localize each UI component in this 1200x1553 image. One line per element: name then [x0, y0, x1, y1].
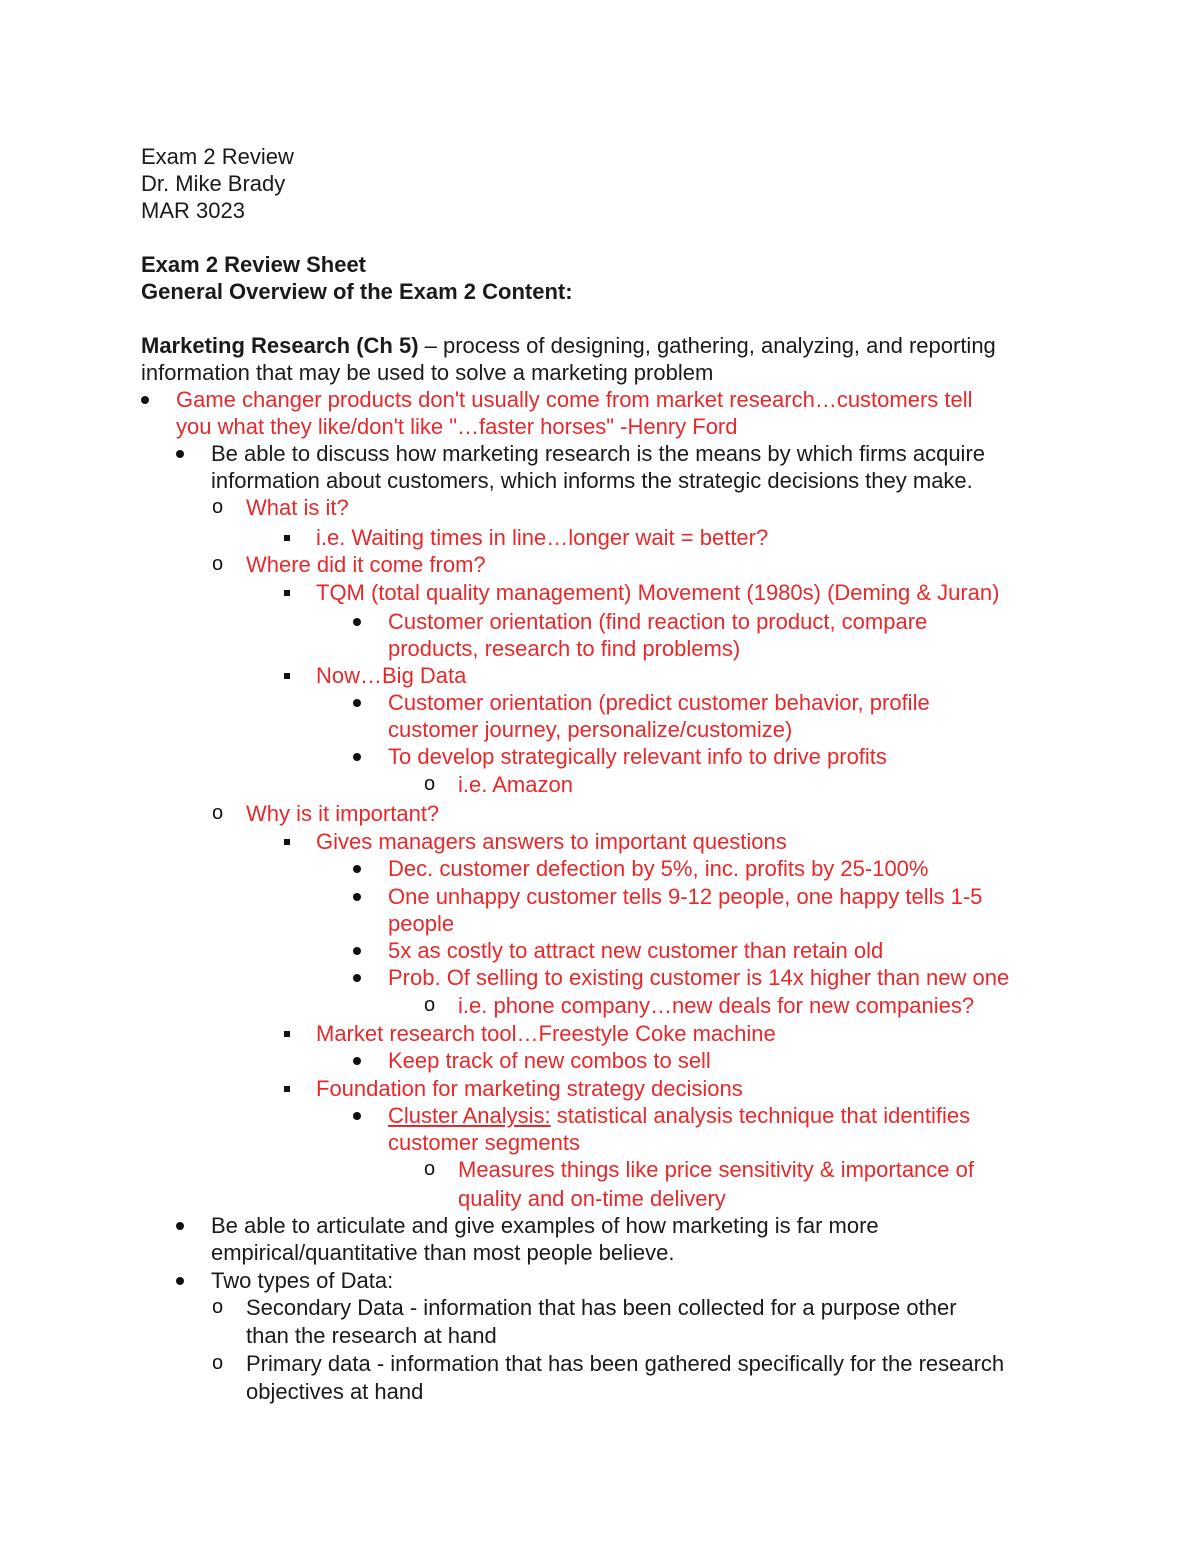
circle-bullet-icon: o: [212, 1352, 224, 1374]
circle-bullet-icon: o: [212, 496, 224, 518]
circle-bullet-icon: o: [424, 773, 436, 795]
list-item-continuation: products, research to find problems): [388, 636, 741, 661]
list-item: Primary data - information that has been gathered specifically for the research: [246, 1351, 1005, 1376]
circle-bullet-icon: o: [424, 1158, 436, 1180]
list-item-continuation: customer journey, personalize/customize): [388, 717, 793, 742]
list-item: Customer orientation (find reaction to product, compare: [388, 609, 928, 634]
list-item: Market research tool…Freestyle Coke machine: [316, 1021, 776, 1046]
list-item: [388, 1102, 970, 1129]
circle-bullet-icon: o: [212, 802, 224, 824]
list-item: Keep track of new combos to sell: [388, 1048, 711, 1073]
list-item: Gives managers answers to important questions: [316, 829, 787, 854]
list-item: Measures things like price sensitivity & importance of: [458, 1157, 974, 1182]
list-item-continuation: empirical/quantitative than most people believe.: [211, 1240, 675, 1265]
list-item: Game changer products don't usually come from market research…customers tell: [176, 387, 973, 412]
section-term: Marketing Research (Ch 5): [141, 333, 419, 358]
list-item: i.e. phone company…new deals for new companies?: [458, 993, 975, 1018]
list-item: Be able to articulate and give examples of how marketing is far more: [211, 1213, 879, 1238]
cluster-analysis-definition: statistical analysis technique that identifies: [550, 1103, 971, 1128]
list-item: Dec. customer defection by 5%, inc. profits by 25-100%: [388, 856, 929, 881]
list-item: One unhappy customer tells 9-12 people, one happy tells 1-5: [388, 884, 983, 909]
overview-heading: General Overview of the Exam 2 Content:: [141, 279, 573, 304]
list-item: Secondary Data - information that has been collected for a purpose other: [246, 1295, 957, 1320]
definition-continuation: information that may be used to solve a marketing problem: [141, 360, 714, 385]
bullet-icon: [353, 937, 363, 964]
list-item: 5x as costly to attract new customer than retain old: [388, 938, 884, 963]
definition-text: – process of designing, gathering, analyzing, and reporting: [418, 333, 996, 358]
circle-bullet-icon: o: [212, 1296, 224, 1318]
list-item-continuation: information about customers, which informs the strategic decisions they make.: [211, 468, 973, 493]
list-item: Customer orientation (predict customer behavior, profile: [388, 690, 930, 715]
list-item: Foundation for marketing strategy decisions: [316, 1076, 743, 1101]
bullet-icon: [353, 608, 363, 635]
course-code: MAR 3023: [141, 198, 245, 223]
square-bullet-icon: [284, 1020, 294, 1047]
list-item: Two types of Data:: [211, 1268, 394, 1293]
cluster-analysis-term: Cluster Analysis:: [388, 1103, 551, 1128]
list-item-continuation: than the research at hand: [246, 1323, 497, 1348]
marketing-research-definition: [141, 332, 996, 359]
bullet-icon: [176, 440, 186, 467]
sheet-title: Exam 2 Review Sheet: [141, 252, 367, 277]
list-item: Prob. Of selling to existing customer is 14x higher than new one: [388, 965, 1010, 990]
bullet-icon: [176, 1212, 186, 1239]
circle-bullet-icon: o: [212, 553, 224, 575]
bullet-icon: [353, 689, 363, 716]
bullet-icon: [353, 964, 363, 991]
square-bullet-icon: [284, 662, 294, 689]
list-item-continuation: objectives at hand: [246, 1379, 424, 1404]
list-item: i.e. Waiting times in line…longer wait = better?: [316, 525, 769, 550]
square-bullet-icon: [284, 579, 294, 606]
bullet-icon: [353, 883, 363, 910]
course-exam-title: Exam 2 Review: [141, 144, 294, 169]
list-item: To develop strategically relevant info to drive profits: [388, 744, 887, 769]
bullet-icon: [353, 855, 363, 882]
list-item: Why is it important?: [246, 801, 440, 826]
list-item-continuation: quality and on-time delivery: [458, 1186, 726, 1211]
square-bullet-icon: [284, 524, 294, 551]
list-item-continuation: customer segments: [388, 1130, 580, 1155]
list-item: TQM (total quality management) Movement (1980s) (Deming & Juran): [316, 580, 1000, 605]
list-item: Be able to discuss how marketing research is the means by which firms acquire: [211, 441, 986, 466]
bullet-icon: [353, 743, 363, 770]
list-item: Where did it come from?: [246, 552, 486, 577]
circle-bullet-icon: o: [424, 994, 436, 1016]
list-item-continuation: you what they like/don't like "…faster horses" -Henry Ford: [176, 414, 738, 439]
list-item: What is it?: [246, 495, 349, 520]
bullet-icon: [353, 1047, 363, 1074]
bullet-icon: [176, 1267, 186, 1294]
square-bullet-icon: [284, 1075, 294, 1102]
bullet-icon: [353, 1102, 363, 1129]
square-bullet-icon: [284, 828, 294, 855]
bullet-icon: [141, 386, 151, 413]
list-item-continuation: people: [388, 911, 455, 936]
instructor-name: Dr. Mike Brady: [141, 171, 286, 196]
list-item: Now…Big Data: [316, 663, 467, 688]
list-item: i.e. Amazon: [458, 772, 573, 797]
